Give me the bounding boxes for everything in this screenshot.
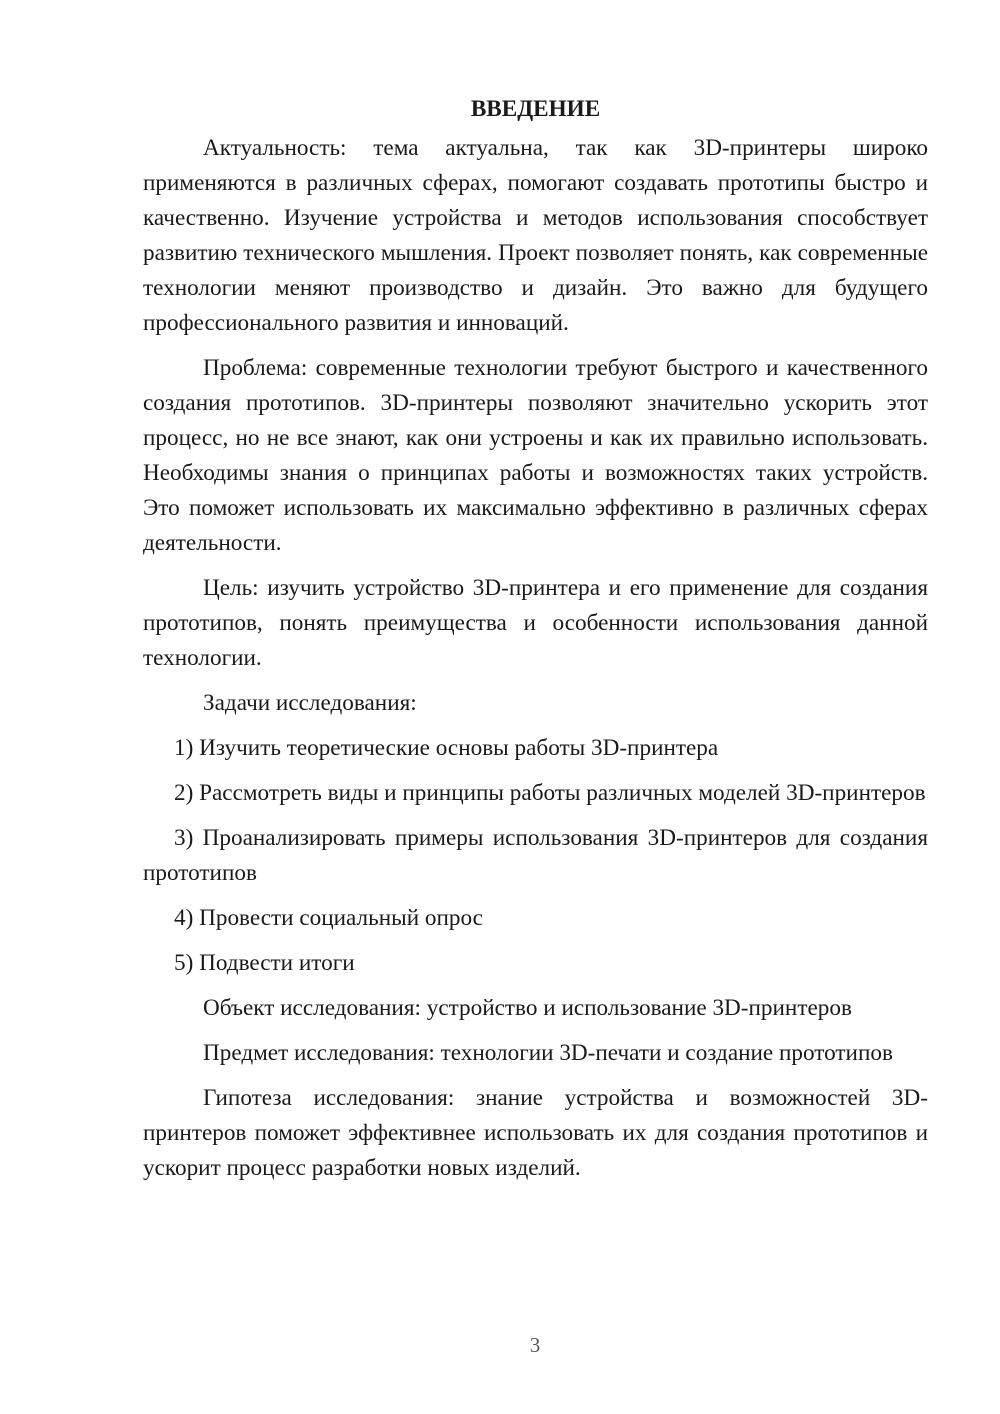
section-title: ВВЕДЕНИЕ: [470, 96, 601, 122]
paragraph-goal: Цель: изучить устройство 3D-принтера и его применение для создания прототипов, понять преимущества и особенности использования данной технологии.: [143, 575, 928, 671]
paragraph-hypothesis: Гипотеза исследования: знание устройства и возможностей 3D-принтеров поможет эффективнее использовать их для создания прототипов и ускорит процесс разработки новых изделий.: [143, 1085, 928, 1181]
tasks-heading: Задачи исследования:: [203, 690, 417, 716]
paragraph-problem: Проблема: современные технологии требуют быстрого и качественного создания прототипов. 3D-принтеры позволяют значительно ускорить этот процесс, но не все знают, как они устроены и как их правильно использовать. Необходимы знания о принципах работы и возможностях таких устройств. Это поможет использовать их максимально эффективно в различных сферах деятельности.: [143, 355, 928, 556]
page-number: 3: [529, 1333, 541, 1357]
document-body: [143, 92, 928, 1196]
task-item-4: 4) Провести социальный опрос: [174, 905, 483, 931]
paragraph-relevance: Актуальность: тема актуальна, так как 3D-принтеры широко применяются в различных сферах, помогают создавать прототипы быстро и качественно. Изучение устройства и методов использования способствует развитию технического мышления. Проект позволяет понять, как современные технологии меняют производство и дизайн. Это важно для будущего профессионального развития и инноваций.: [143, 135, 928, 336]
paragraph-subject: Предмет исследования: технологии 3D-печати и создание прототипов: [203, 1040, 893, 1066]
task-item-1: 1) Изучить теоретические основы работы 3D-принтера: [174, 735, 719, 761]
task-item-2: 2) Рассмотреть виды и принципы работы различных моделей 3D-принтеров: [174, 780, 926, 806]
task-item-3: 3) Проанализировать примеры использования 3D-принтеров для создания прототипов: [143, 825, 928, 886]
task-item-5: 5) Подвести итоги: [174, 950, 355, 976]
paragraph-object: Объект исследования: устройство и использование 3D-принтеров: [203, 995, 852, 1021]
